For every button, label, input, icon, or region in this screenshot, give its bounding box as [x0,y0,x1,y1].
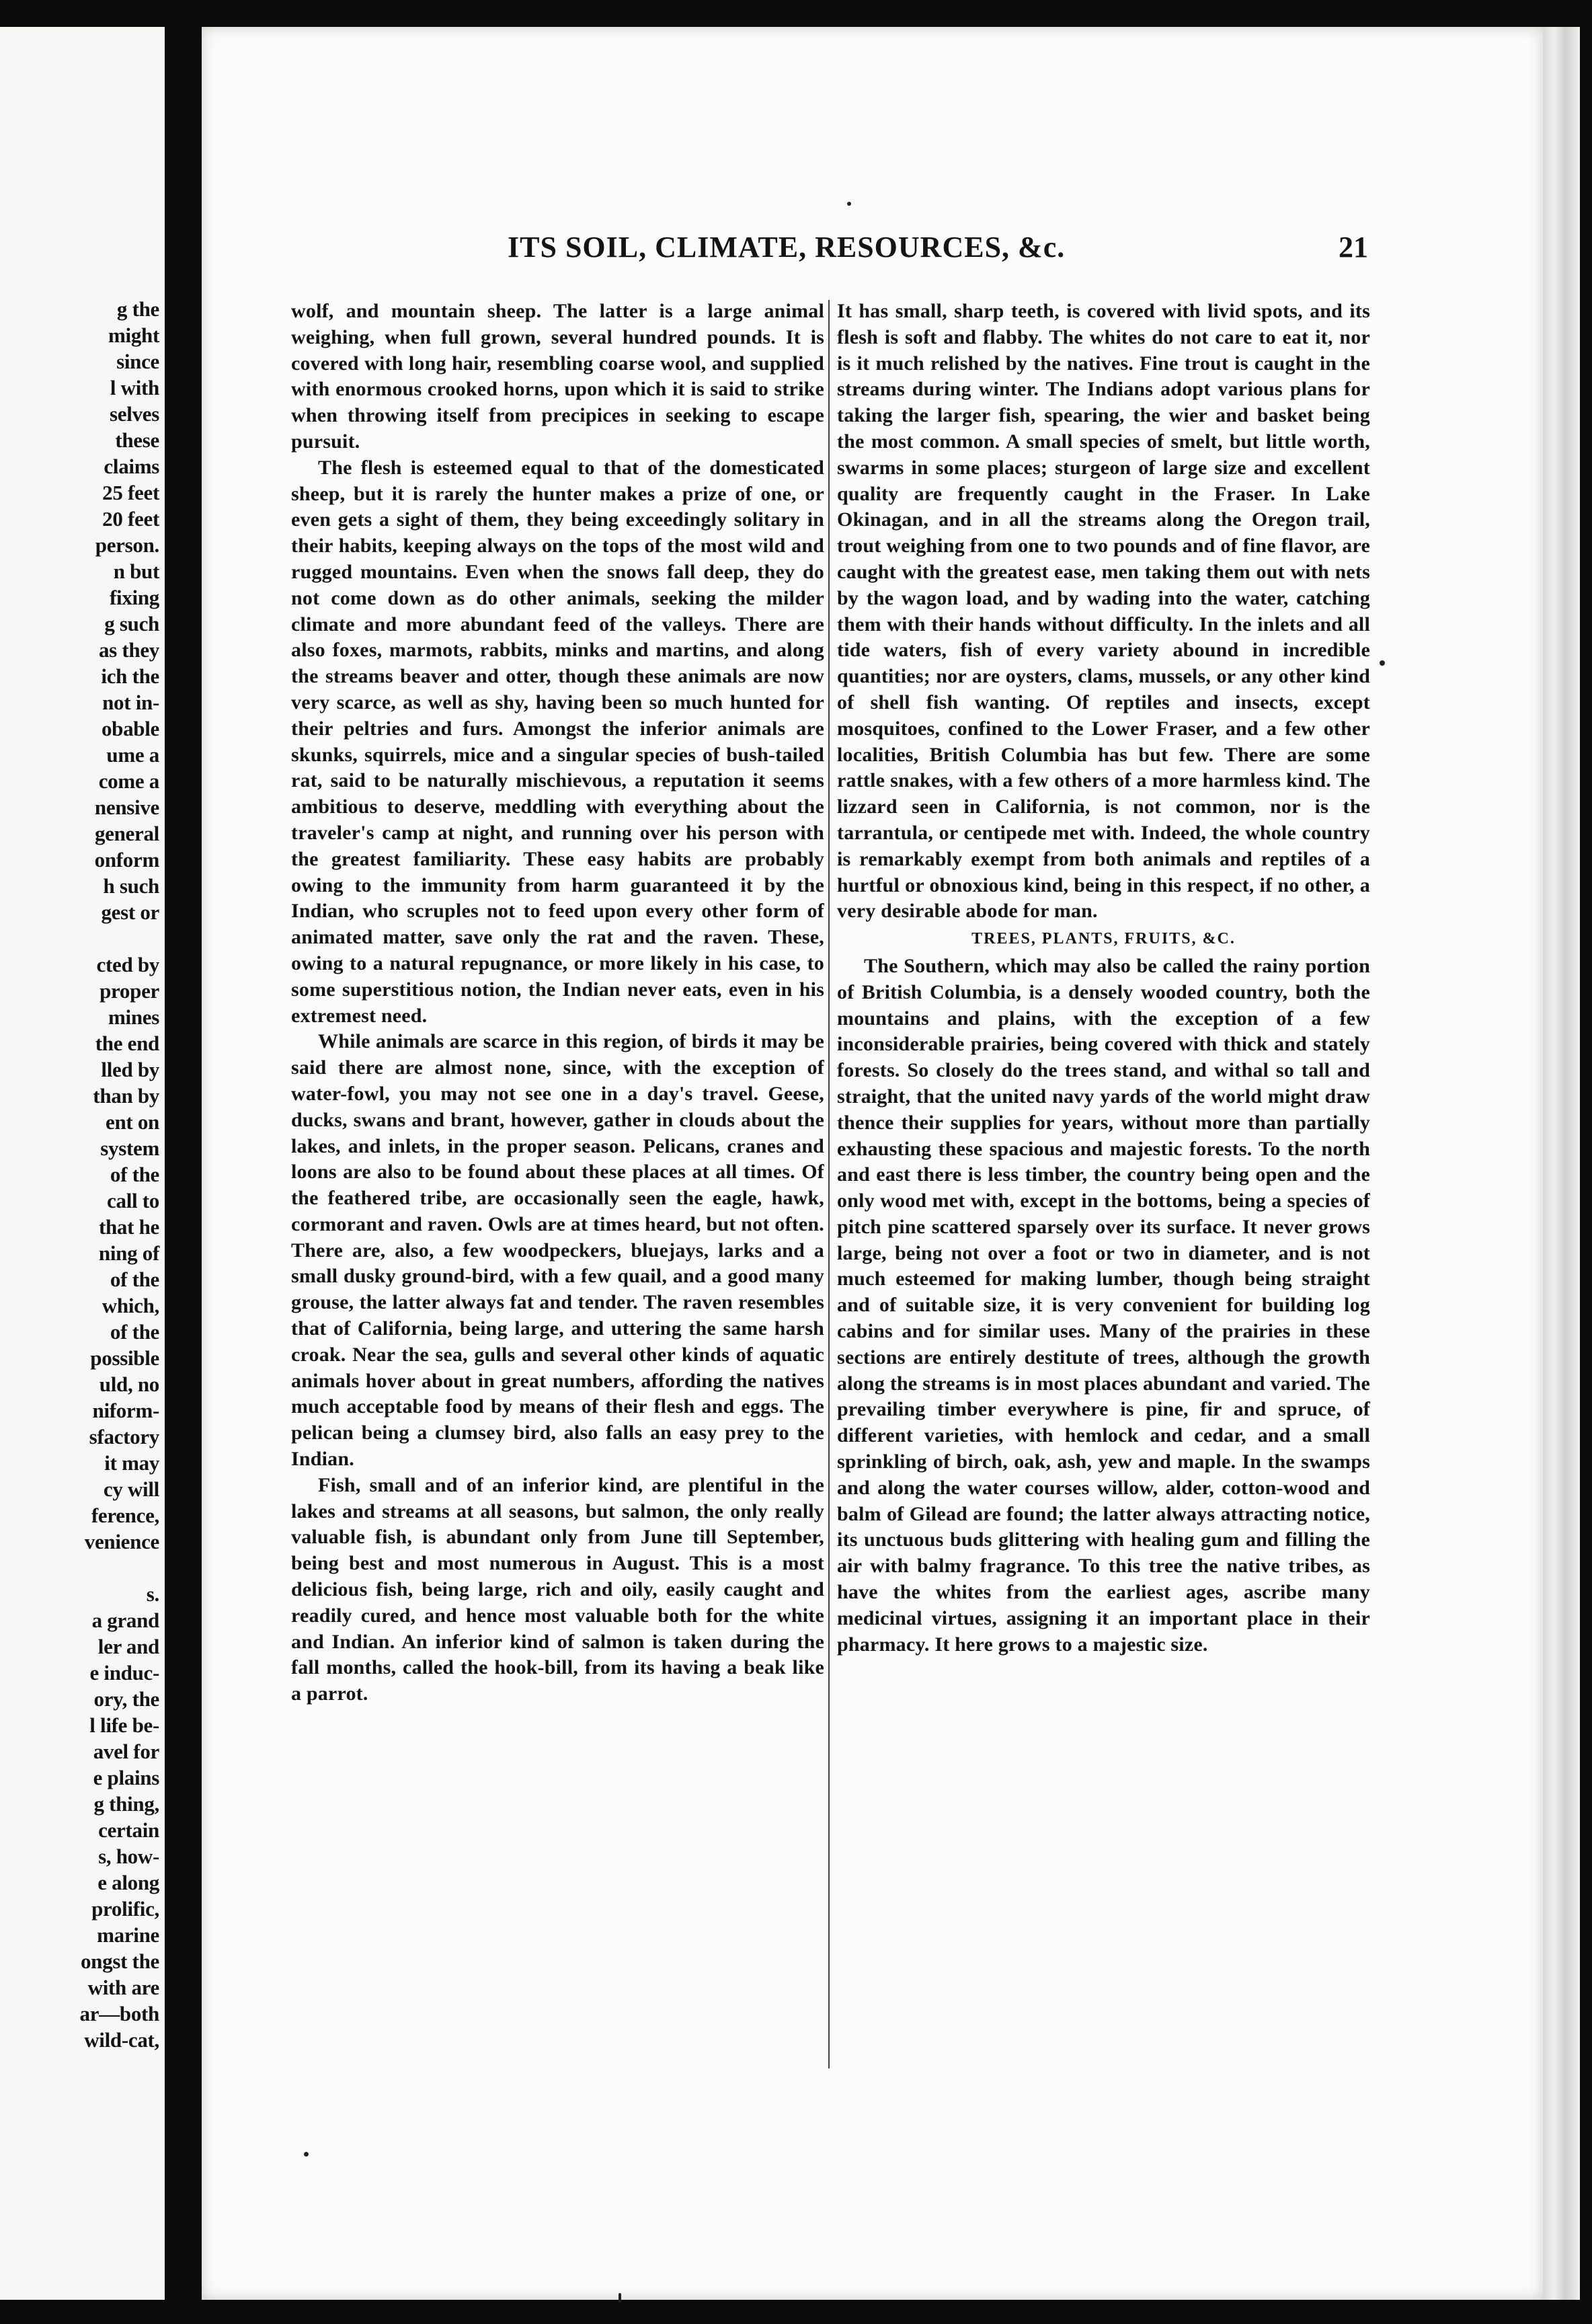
facing-page-line: venience [84,1530,159,1553]
facing-page-line: ference, [91,1504,159,1527]
scan-speck [304,2152,309,2157]
right-column [837,299,1370,1658]
column-rule [828,300,830,2068]
facing-page-line: ongst the [80,1949,159,1973]
facing-page-line: 25 feet [102,481,159,504]
facing-page-line: h such [103,874,159,898]
facing-page-line: since [116,350,159,373]
facing-page-line [1,1555,159,1581]
paragraph: While animals are scarce in this region, of birds it may be said there are almost none, since, with the exception of water-fowl, you may not see one in a day's travel. Geese, ducks, swans and brant, however, gather in clouds about the lakes, and inlets, in the proper season. Pelicans, cranes and loons are also to be found about these places at all times. Of the feathered tribe, are occasionally seen the eagle, hawk, cormorant and raven. Owls are at times heard, but not often. There are, also, a few woodpeckers, bluejays, larks and a small dusky ground-bird, with a few quail, and a good many grouse, the latter always fat and tender. The raven resembles that of California, being large, and uttering the same harsh croak. Near the sea, gulls and several other kinds of aquatic animals hover about in great numbers, affording the natives much acceptable food by means of their flesh and eggs. The pelican being a clumsey bird, also falls an easy prey to the Indian. [291,1030,824,1471]
facing-page-line: ory, the [93,1687,159,1711]
facing-page-line: possible [90,1346,159,1370]
facing-page-line: claims [104,455,159,478]
facing-page [0,27,165,2300]
scan-gutter [165,27,202,2300]
page-number: 21 [1339,231,1368,264]
paragraph: Fish, small and of an inferior kind, are plentiful in the lakes and streams at all seasons, but salmon, the only really valuable fish, is abundant only from June till September, being best and most numerous in August. This is a most delicious fish, being large, rich and oily, easily caught and readily cured, and hence most valuable both for the white and Indian. An inferior kind of salmon is taken during the fall months, called the hook-bill, from its having a beak like a parrot. [291,1473,824,1705]
facing-page-line [1,925,159,952]
scan-speck [619,2293,621,2302]
facing-page-line: g the [116,297,159,321]
facing-page-line: sfactory [89,1425,159,1448]
facing-page-line: s. [146,1582,159,1606]
facing-page-line: than by [93,1084,159,1108]
paragraph: It has small, sharp teeth, is covered with livid spots, and its flesh is soft and flabby. The whites do not care to eat it, nor is it much relished by the natives. Fine trout is caught in the streams during winter. The Indians adopt various plans for taking the larger fish, spearing, the wier and basket being the most common. A small species of smelt, but little worth, swarms in some places; sturgeon of large size and excellent quality are frequently caught in the Fraser. In Lake Okinagan, and in all the streams along the Oregon trail, trout weighing from one to two pounds and of fine flavor, are caught with the greatest ease, men taking them out with nets by the wagon load, and by wading into the water, catching them with their hands without difficulty. In the inlets and all tide waters, fish of every variety abound in incredible quantities; nor are oysters, clams, mussels, or any other kind of shell fish wanting. Of reptiles and insects, except mosquitoes, confined to the Lower Fraser, and a few other localities, British Columbia has but few. There are some rattle snakes, with a few others of a more harmless kind. The lizzard seen in California, is not common, nor is the tarrantula, or centipede met with. Indeed, the whole country is remarkably exempt from both animals and reptiles of a hurtful or obnoxious kind, being in this respect, if no other, a very desirable abode for man. [837,300,1370,923]
facing-page-line: which, [102,1294,159,1317]
facing-page-line: uld, no [99,1372,159,1396]
facing-page-line: e along [97,1871,159,1894]
paragraph: The flesh is esteemed equal to that of the domesticated sheep, but it is rarely the hunter makes a prize of one, or even gets a sight of them, they being exceedingly solitary in their habits, keeping always on the tops of the most wild and rugged mountains. Even when the snows fall deep, they do not come down as do other animals, seeking the milder climate and more abundant feed of the valleys. There are also foxes, marmots, rabbits, minks and martins, and along the streams beaver and otter, though these animals are now very scarce, as well as shy, having been so much hunted for their peltries and furs. Amongst the inferior animals are skunks, squirrels, mice and a singular species of bush-tailed rat, said to be naturally mischievous, a reputation it seems ambitious to deserve, meddling with everything about the traveler's camp at night, and running over his person with the greatest familiarity. These easy habits are probably owing to the immunity from harm guaranteed it by the Indian, who scruples not to feed upon every other form of animated matter, save only the rat and the raven. These, owing to a natural repugnance, or more likely in his case, to some superstitious notion, the Indian never eats, even in his extremest need. [291,456,824,1027]
facing-page-line: e plains [93,1766,159,1789]
facing-page-line: person. [95,533,159,557]
facing-page-line: not in- [102,691,159,714]
facing-page-line: it may [104,1451,159,1475]
facing-page-line: general [94,822,159,845]
facing-page-line: prolific, [91,1897,159,1921]
facing-page-line: that he [98,1215,159,1239]
facing-page-line: a grand [91,1609,159,1632]
scan-speck [847,202,851,206]
facing-page-line: ich the [101,664,159,688]
facing-page-line: the end [95,1032,159,1055]
facing-page-line: certain [98,1818,159,1842]
facing-page-line: marine [97,1923,159,1947]
facing-page-line: ning of [98,1241,159,1265]
scan-bottom-border [0,2300,1592,2324]
facing-page-line: cy will [103,1477,159,1501]
facing-page-line: cted by [96,953,159,976]
facing-page-line: ar—both [79,2002,159,2025]
facing-page-line: of the [110,1320,159,1344]
facing-page-line: mines [108,1005,159,1029]
scan-top-border [0,0,1592,27]
facing-page-line: lled by [101,1058,159,1081]
facing-page-line: obable [101,717,159,740]
facing-page-line: ume a [106,743,159,767]
facing-page-line: come a [98,769,159,793]
facing-page-line: nensive [94,796,159,819]
facing-page-line: system [100,1136,159,1160]
facing-page-line: these [115,428,159,452]
facing-page-line: avel for [93,1740,159,1763]
facing-page-line: of the [110,1268,159,1291]
facing-page-line: wild-cat, [84,2028,159,2052]
facing-page-line: niform- [92,1399,159,1422]
facing-page-line: s, how- [98,1845,159,1868]
facing-page-line: selves [110,402,159,426]
facing-page-line: onform [94,848,159,872]
facing-page-line: proper [100,979,159,1003]
facing-page-line: with are [87,1976,159,1999]
page-edge [1543,27,1580,2300]
facing-page-text [1,296,159,2053]
paragraph: The Southern, which may also be called the rainy portion of British Columbia, is a densely wooded country, both the mountains and plains, with the exception of a few inconsiderable prairies, being covered with thick and stately forests. So closely do the trees stand, and withal so tall and straight, that the united navy yards of the world might draw thence their supplies for years, without more than partially exhausting these spacious and majestic forests. To the north and east there is less timber, the country being open and the only wood met with, except in the bottoms, being a species of pitch pine scattered sparsely over its surface. It never grows large, being not over a foot or two in diameter, and is not much esteemed for making lumber, though being straight and of suitable size, it is very convenient for building log cabins and for similar uses. Many of the prairies in these sections are entirely destitute of trees, although the growth along the streams is in most places abundant and varied. The prevailing timber everywhere is pine, fir and spruce, of different varieties, with hemlock and cedar, and a small sprinkling of birch, oak, ash, yew and maple. In the swamps and along the water courses willow, alder, cotton-wood and balm of Gilead are found; the latter always attracting notice, its unctuous buds glittering with healing gum and filling the air with balmy fragrance. To this tree the native tribes, as have the whites from the earliest ages, ascribe many medicinal virtues, assigning it an important place in their pharmacy. It here grows to a majestic size. [837,954,1370,1656]
facing-page-line: as they [98,638,159,662]
scan-speck [1380,660,1385,666]
facing-page-line: might [108,323,159,347]
paragraph: wolf, and mountain sheep. The latter is a large animal weighing, when full grown, several hundred pounds. It is covered with long hair, resembling coarse wool, and supplied with enormous crooked horns, upon which it is said to strike when throwing itself from precipices in seeking to escape pursuit. [291,300,824,453]
facing-page-line: ent on [105,1110,159,1134]
facing-page-line: gest or [101,900,159,924]
facing-page-line: ler and [97,1635,159,1658]
facing-page-line: fixing [110,586,159,609]
facing-page-line: g thing, [93,1792,159,1816]
facing-page-line: 20 feet [102,507,159,531]
facing-page-line: e induc- [89,1661,159,1684]
facing-page-line: l with [110,376,159,399]
facing-page-line: l life be- [89,1713,159,1737]
facing-page-line: call to [107,1189,159,1212]
facing-page-line: of the [110,1163,159,1186]
scan-right-border [1580,27,1592,2300]
page-header [494,230,1368,270]
left-column [291,299,824,1707]
running-head: ITS SOIL, CLIMATE, RESOURCES, &c. [508,231,1066,264]
facing-page-line: g such [104,612,159,635]
section-heading: TREES, PLANTS, FRUITS, &C. [971,930,1236,948]
facing-page-line: n but [113,559,159,583]
